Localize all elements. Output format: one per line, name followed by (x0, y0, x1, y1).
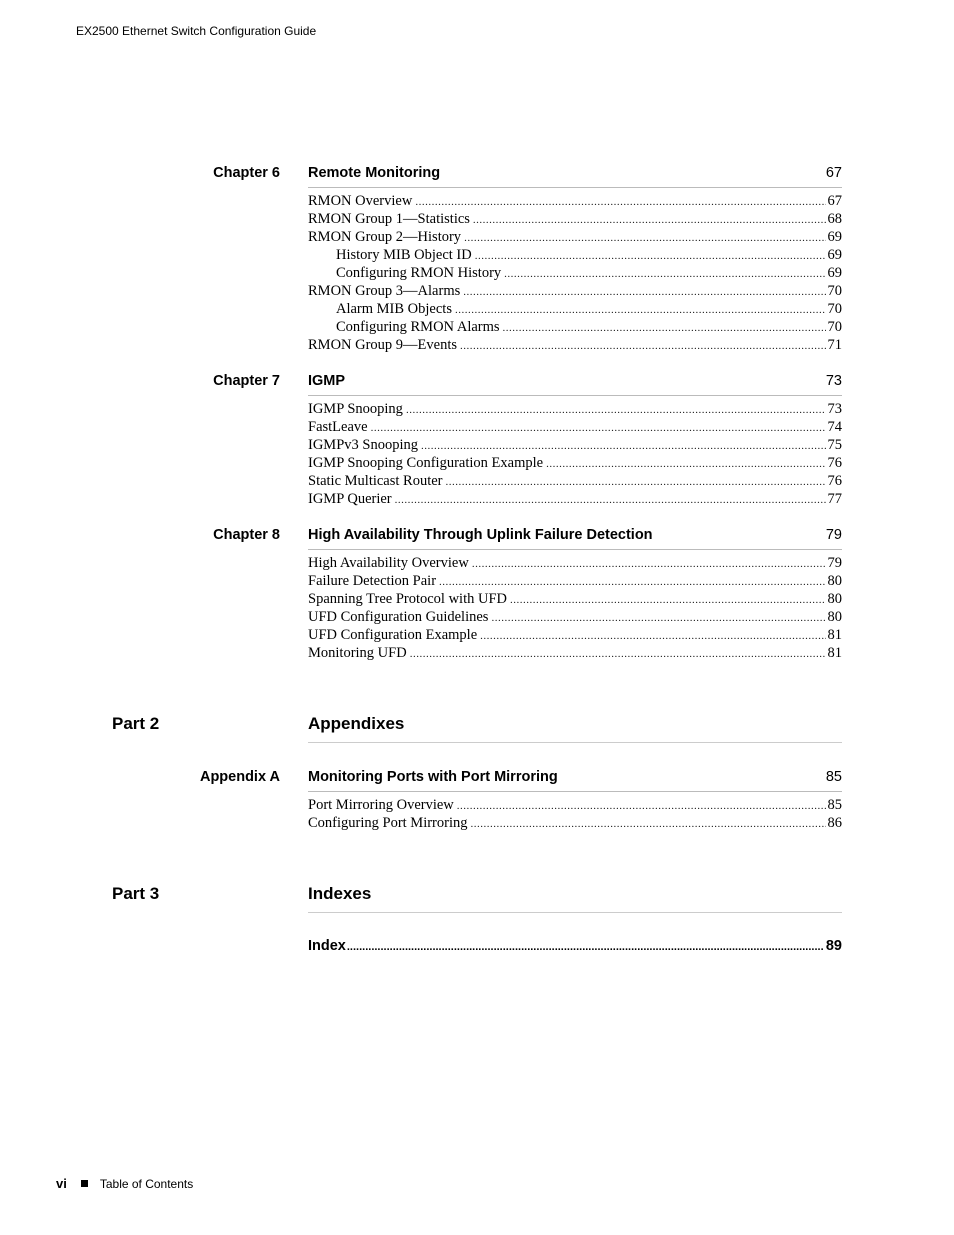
index-entry[interactable] (308, 938, 842, 954)
chapter-heading (308, 527, 842, 550)
dot-leader (460, 340, 825, 352)
toc-entry-page-number: 80 (827, 591, 842, 607)
chapter-title[interactable]: IGMP (308, 373, 346, 389)
toc-entry[interactable] (308, 609, 842, 627)
toc-entry-page-number: 75 (827, 437, 842, 453)
toc-entry-title: Configuring RMON History (336, 265, 502, 281)
part-label: Part 2 (112, 714, 160, 733)
square-bullet-icon (81, 1180, 88, 1187)
chapter-heading (308, 373, 842, 396)
toc-entry-page-number: 80 (827, 609, 842, 625)
dot-leader (463, 286, 825, 298)
dot-leader (439, 576, 825, 588)
toc-entry-title: History MIB Object ID (336, 247, 472, 263)
toc-entry[interactable] (308, 193, 842, 211)
toc-entry[interactable] (308, 283, 842, 301)
chapter-label: Chapter 7 (213, 373, 280, 389)
toc-entry-title: Monitoring UFD (308, 645, 407, 661)
dot-leader (491, 612, 825, 624)
toc-entry-title: RMON Overview (308, 193, 413, 209)
toc-entry-page-number: 69 (827, 247, 842, 263)
toc-entry[interactable] (308, 797, 842, 815)
toc-entry[interactable] (308, 573, 842, 591)
toc-entry-title: FastLeave (308, 419, 368, 435)
appendix-label: Appendix A (199, 769, 280, 785)
toc-entry-title: Static Multicast Router (308, 473, 443, 489)
dot-leader (473, 214, 826, 226)
toc-entry[interactable] (308, 645, 842, 663)
toc-entry-title: High Availability Overview (308, 555, 469, 571)
dot-leader (446, 476, 826, 488)
dot-leader (503, 322, 826, 334)
toc-entry[interactable] (308, 337, 842, 355)
toc-entry-page-number: 69 (827, 265, 842, 281)
part-title[interactable]: Indexes (308, 884, 372, 903)
appendix-page-number: 85 (825, 769, 842, 785)
dot-leader (395, 494, 826, 506)
dot-leader (480, 630, 825, 642)
dot-leader (410, 648, 826, 660)
toc-entry-title: Alarm MIB Objects (336, 301, 452, 317)
toc-entry-page-number: 71 (827, 337, 842, 353)
part-heading (308, 714, 842, 743)
toc-entry-page-number: 70 (827, 283, 842, 299)
toc-entry-page-number: 67 (827, 193, 842, 209)
toc-entry[interactable] (308, 211, 842, 229)
toc-entries (308, 555, 842, 663)
toc-entry[interactable] (308, 627, 842, 645)
toc-entry[interactable] (308, 319, 842, 337)
toc-entry[interactable] (308, 591, 842, 609)
part-heading (308, 884, 842, 913)
toc-entry-page-number: 74 (827, 419, 842, 435)
toc-entry-page-number: 85 (827, 797, 842, 813)
part-label: Part 3 (112, 884, 160, 903)
toc-entries (308, 193, 842, 355)
appendix-heading (308, 769, 842, 792)
toc-entry-title: IGMP Querier (308, 491, 392, 507)
toc-entry-title: Port Mirroring Overview (308, 797, 454, 813)
toc-entry-page-number: 80 (827, 573, 842, 589)
chapter-page-number: 73 (825, 373, 842, 389)
toc-entry[interactable] (308, 455, 842, 473)
toc-entry[interactable] (308, 265, 842, 283)
toc-entry-title: Configuring RMON Alarms (336, 319, 500, 335)
toc-entry[interactable] (308, 247, 842, 265)
dot-leader (347, 941, 823, 953)
chapter-page-number: 79 (825, 527, 842, 543)
toc-entry-title: RMON Group 1—Statistics (308, 211, 470, 227)
dot-leader (510, 594, 826, 606)
footer-section: Table of Contents (99, 1176, 194, 1191)
dot-leader (472, 558, 826, 570)
toc-entry-title: Spanning Tree Protocol with UFD (308, 591, 507, 607)
dot-leader (464, 232, 825, 244)
chapter-label: Chapter 6 (213, 165, 280, 181)
toc-entry-page-number: 70 (827, 319, 842, 335)
toc-entry-title: UFD Configuration Guidelines (308, 609, 489, 625)
toc-entries (308, 797, 842, 833)
toc-entry-title: IGMP Snooping Configuration Example (308, 455, 544, 471)
dot-leader (546, 458, 825, 470)
toc-entry-title: IGMP Snooping (308, 401, 403, 417)
chapter-page-number: 67 (825, 165, 842, 181)
toc-entry-page-number: 76 (827, 455, 842, 471)
toc-entry[interactable] (308, 555, 842, 573)
part-title[interactable]: Appendixes (308, 714, 405, 733)
toc-entry-page-number: 76 (827, 473, 842, 489)
toc-entry[interactable] (308, 437, 842, 455)
chapter-title[interactable]: High Availability Through Uplink Failure Detection (308, 527, 653, 543)
dot-leader (421, 440, 826, 452)
toc-entry-page-number: 81 (827, 645, 842, 661)
page-footer (56, 1176, 193, 1191)
running-header: EX2500 Ethernet Switch Configuration Guide (76, 24, 317, 38)
appendix-title[interactable]: Monitoring Ports with Port Mirroring (308, 769, 558, 785)
dot-leader (457, 800, 826, 812)
index-page-number: 89 (825, 938, 842, 954)
toc-entry-page-number: 77 (827, 491, 842, 507)
dot-leader (406, 404, 826, 416)
toc-entry[interactable] (308, 419, 842, 437)
toc-entry-title: RMON Group 3—Alarms (308, 283, 461, 299)
dot-leader (371, 422, 826, 434)
toc-entry[interactable] (308, 301, 842, 319)
folio: vi (56, 1176, 67, 1191)
toc-entry-title: Configuring Port Mirroring (308, 815, 468, 831)
toc-entry[interactable] (308, 401, 842, 419)
dot-leader (455, 304, 826, 316)
toc-entry[interactable] (308, 815, 842, 833)
toc-entry-page-number: 86 (827, 815, 842, 831)
toc-entry-title: RMON Group 2—History (308, 229, 462, 245)
chapter-heading (308, 165, 842, 188)
dot-leader (471, 818, 826, 830)
toc-entry-page-number: 69 (827, 229, 842, 245)
dot-leader (415, 196, 825, 208)
toc-entry[interactable] (308, 473, 842, 491)
chapter-label: Chapter 8 (213, 527, 280, 543)
toc-entry[interactable] (308, 229, 842, 247)
chapter-title[interactable]: Remote Monitoring (308, 165, 441, 181)
toc-entry-title: UFD Configuration Example (308, 627, 478, 643)
dot-leader (504, 268, 825, 280)
toc-entry-page-number: 79 (827, 555, 842, 571)
toc-entries (308, 401, 842, 509)
toc-entry-page-number: 68 (827, 211, 842, 227)
toc-entry[interactable] (308, 491, 842, 509)
toc-entry-title: Failure Detection Pair (308, 573, 437, 589)
index-label: Index (308, 938, 346, 954)
toc-entry-page-number: 81 (827, 627, 842, 643)
toc-entry-title: RMON Group 9—Events (308, 337, 458, 353)
toc-entry-title: IGMPv3 Snooping (308, 437, 418, 453)
toc-entry-page-number: 73 (827, 401, 842, 417)
toc-entry-page-number: 70 (827, 301, 842, 317)
dot-leader (475, 250, 826, 262)
